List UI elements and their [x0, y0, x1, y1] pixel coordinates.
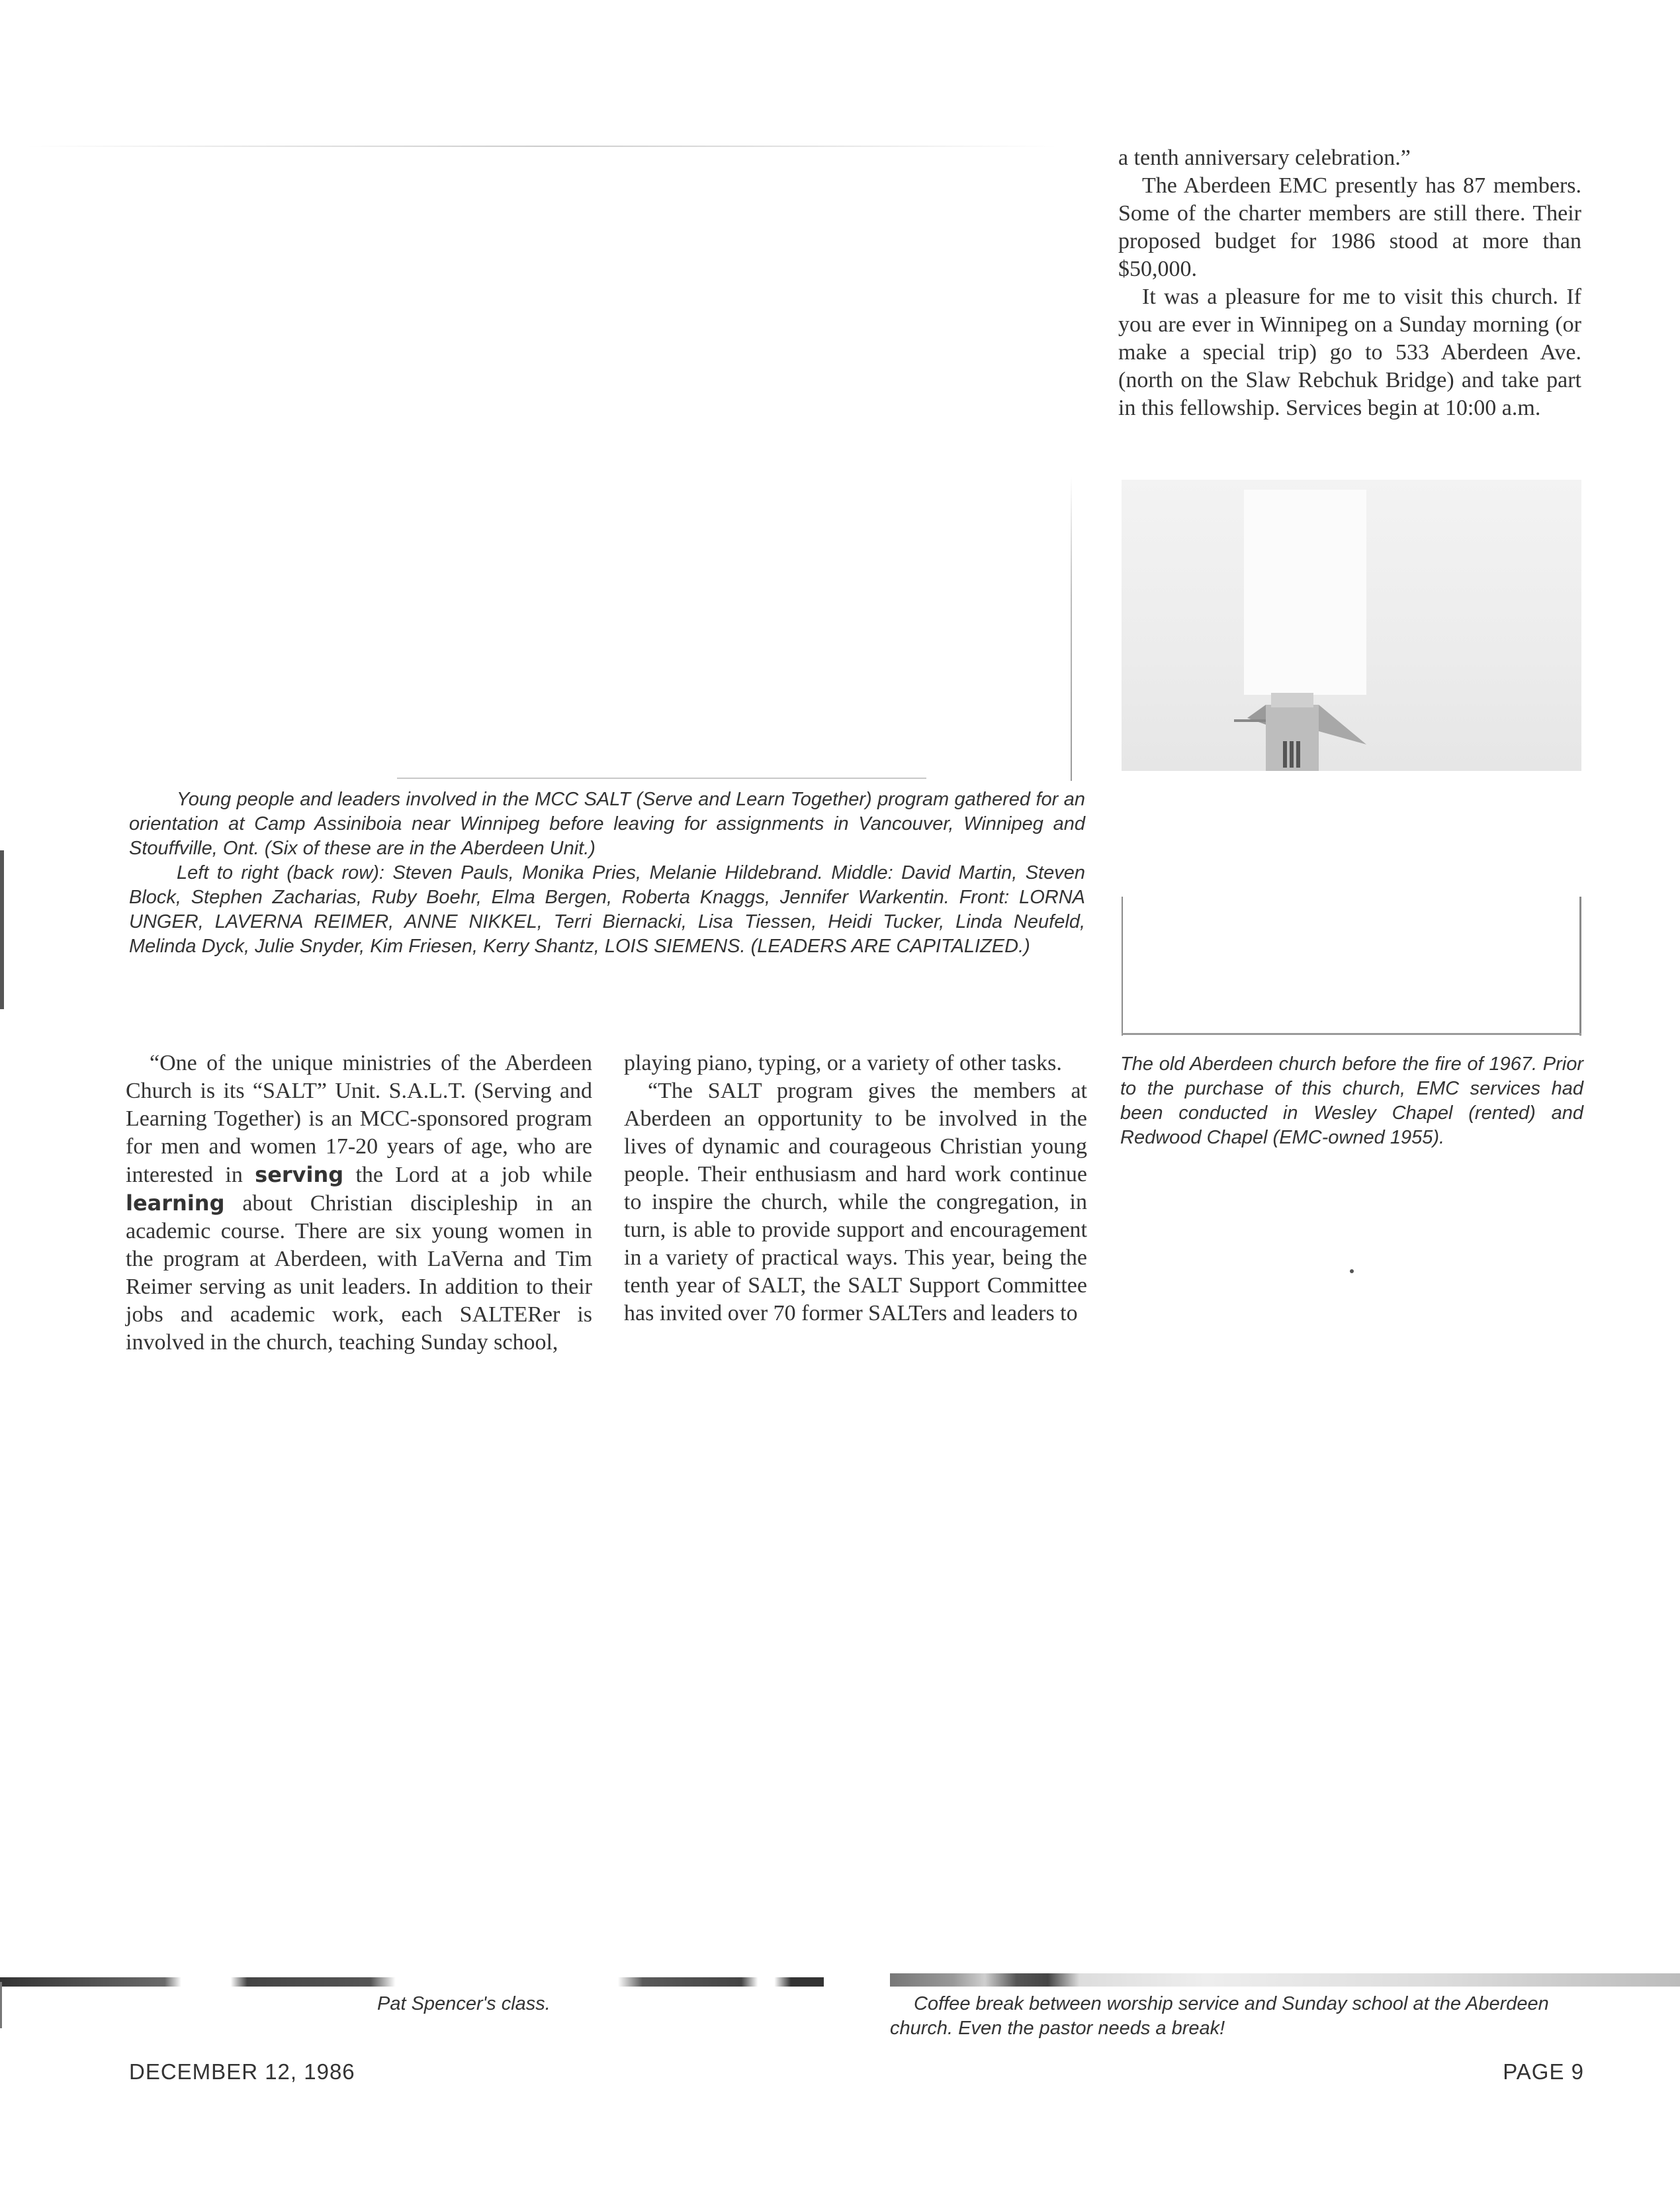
article-col1-text-b: the Lord at a job while [343, 1163, 592, 1187]
left-edge-mark [0, 850, 4, 1009]
group-caption-intro: Young people and leaders involved in the MCC SALT (Serve and Learn Together) program gathered for an orientation at Camp Assiniboia near Winnipeg before leaving for assignments in Vancouver, Winnipeg and Stouffville, Ont. (Six of these are in the Aberdeen Unit.) [129, 789, 1085, 859]
church-photo-blank-patch [1244, 490, 1366, 695]
church-photo [1122, 480, 1581, 1036]
article-col2-paragraph-1: playing piano, typing, or a variety of other tasks. [624, 1051, 1062, 1075]
article-col1-text-c: about Christian discipleship in an academic course. There are six young women in the program at Aberdeen, with LaVerna and Tim Reimer serving as unit leaders. In addition to their jobs and academic work, each SALTERer is involved in the church, teaching Sunday school, [126, 1191, 592, 1355]
right-column-text [1118, 144, 1581, 422]
bottom-left-photo-strip [0, 1977, 824, 1987]
speck [1350, 1269, 1354, 1273]
bottom-right-caption [890, 1992, 1581, 2041]
photo-bottom-edge [397, 778, 926, 779]
church-photo-bottom-edge [1122, 1033, 1581, 1035]
bold-serving: serving [255, 1162, 344, 1187]
footer-page-number: PAGE 9 [1503, 2059, 1584, 2084]
coffee-break-caption: Coffee break between worship service and Sunday school at the Aberdeen church. Even the pastor needs a break! [890, 1993, 1549, 2039]
footer-date: DECEMBER 12, 1986 [129, 2059, 355, 2084]
article-col2-paragraph-2: “The SALT program gives the members at Aberdeen an opportunity to be involved in the lives of dynamic and courageous Christian young people. Their enthusiasm and hard work continue to inspire the church, while the congregation, in turn, is able to provide support and encouragement in a variety of practical ways. This year, being the tenth year of SALT, the SALT Support Committee has invited over 70 former SALTers and leaders to [624, 1079, 1087, 1325]
right-paragraph-3: It was a pleasure for me to visit this church. If you are ever in Winnipeg on a Sunday morning (or make a special trip) go to 533 Aberdeen Ave. (north on the Slaw Rebchuk Bridge) and take part in this fellowship. Services begin at 10:00 a.m. [1118, 285, 1581, 420]
church-photo-left-edge [1122, 897, 1123, 1036]
article-col1-text-a: “One of the unique ministries of the Aberdeen Church is its “SALT” Unit. S.A.L.T. (Serving and Learning Together) is an MCC-sponsored program for men and women 17-20 years of age, who are interested in [126, 1051, 592, 1187]
pat-spencer-caption: Pat Spencer's class. [377, 1993, 551, 2014]
group-photo [26, 132, 1072, 781]
bottom-left-photo-edge [0, 1982, 2, 2028]
group-caption-names: Left to right (back row): Steven Pauls, Monika Pries, Melanie Hildebrand. Middle: David Martin, Steven Block, Stephen Zacharias, Ruby Boehr, Elma Bergen, Roberta Knaggs, Jennifer Warkentin. Front: LORNA UNGER, LAVERNA REIMER, ANNE NIKKEL, Terri Biernacki, Lisa Tiessen, Heidi Tucker, Linda Neufeld, Melinda Dyck, Julie Snyder, Kim Friesen, Kerry Shantz, LOIS SIEMENS. (LEADERS ARE CAPITALIZED.) [129, 862, 1085, 957]
bottom-right-photo-strip [890, 1973, 1680, 1987]
church-photo-lower-blank [1122, 771, 1581, 1036]
right-paragraph-1: a tenth anniversary celebration.” [1118, 146, 1411, 170]
article-col1-paragraph [126, 1050, 592, 1357]
photo-top-edge [26, 146, 1059, 147]
bottom-left-caption [377, 1992, 708, 2016]
photo-right-edge [1071, 476, 1072, 781]
church-caption-text: The old Aberdeen church before the fire of 1967. Prior to the purchase of this church, EMC services had been conducted in Wesley Chapel (rented) and Redwood Chapel (EMC-owned 1955). [1120, 1054, 1583, 1148]
article-column-1 [126, 1050, 592, 1357]
right-paragraph-2: The Aberdeen EMC presently has 87 members. Some of the charter members are still there. Their proposed budget for 1986 stood at more than $50,000. [1118, 173, 1581, 281]
article-column-2 [624, 1050, 1087, 1327]
group-photo-caption [129, 787, 1085, 959]
church-steeple-icon [1234, 678, 1406, 774]
church-photo-caption [1120, 1052, 1583, 1150]
church-photo-right-edge [1579, 897, 1581, 1036]
bold-learning: learning [126, 1190, 225, 1216]
